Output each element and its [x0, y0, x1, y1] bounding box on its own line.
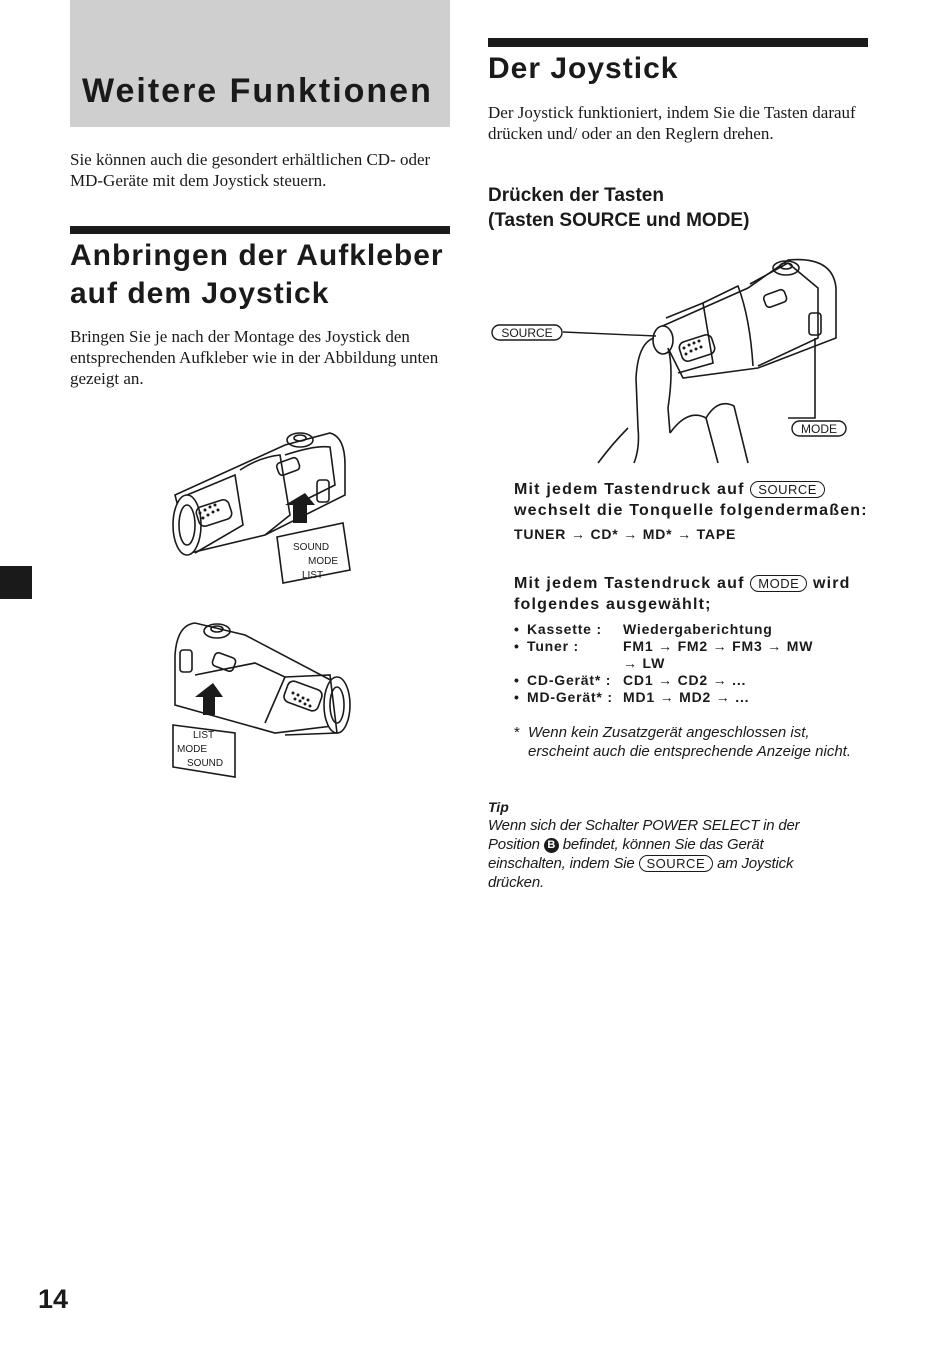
arrow-right-icon: →: [570, 526, 586, 542]
chapter-side-tab: [0, 566, 32, 599]
position-b-badge: B: [544, 838, 559, 853]
sticker-text: Bringen Sie je nach der Montage des Joystick den entsprechenden Aufkleber wie in der Abbildung unten gezeigt an.: [70, 327, 439, 388]
sticker-top-label-1: SOUND: [293, 542, 330, 553]
buttons-subheading-line2: (Tasten SOURCE und MODE): [488, 210, 750, 231]
buttons-subheading: [488, 183, 749, 233]
joystick-hand-illustration: [488, 248, 858, 468]
joystick-sticker-illustration-bottom: [165, 615, 360, 785]
buttons-subheading-line1: Drücken der Tasten: [488, 185, 664, 206]
sticker-heading-line2: auf dem Joystick: [70, 277, 330, 310]
tip-text-part2: befindet, können Sie das Gerät einschalten, indem Sie: [488, 836, 764, 872]
source-keycap: SOURCE: [750, 481, 825, 498]
list-item: • CD-Gerät* : CD1 → CD2 → ...: [514, 672, 747, 688]
tip-text-part1: Wenn sich der Schalter POWER SELECT in der Position: [488, 817, 800, 853]
joystick-sticker-illustration-top: [165, 425, 355, 590]
sticker-bottom-label-2: MODE: [177, 744, 207, 755]
sticker-bottom-label-3: SOUND: [187, 758, 224, 769]
source-button-label: SOURCE: [501, 326, 553, 340]
tip-text-part3: am Joystick drücken.: [488, 855, 794, 891]
mode-instruction-pre: Mit jedem Tastendruck auf: [514, 575, 745, 592]
footnote: [514, 723, 859, 761]
arrow-right-icon: →: [623, 526, 639, 542]
source-instruction-pre: Mit jedem Tastendruck auf: [514, 481, 745, 498]
mode-instruction-post: wird: [812, 575, 851, 592]
sticker-bottom-label-1: LIST: [193, 730, 215, 741]
sticker-heading-line1: Anbringen der Aufkleber: [70, 239, 444, 272]
page-number: 14: [38, 1284, 69, 1314]
mode-button-label: MODE: [801, 422, 837, 436]
source-instruction-line2: wechselt die Tonquelle folgendermaßen:: [514, 502, 868, 519]
footnote-text: Wenn kein Zusatzgerät angeschlossen ist, erscheint auch die entsprechende Anzeige nicht.: [528, 724, 851, 760]
sticker-heading: [70, 237, 460, 313]
tip-title: Tip: [488, 799, 509, 815]
mode-list: [514, 621, 874, 706]
tip-source-keycap: SOURCE: [639, 855, 714, 872]
section-title: Weitere Funktionen: [82, 72, 433, 110]
section-rule-right: [488, 38, 868, 47]
section-title-box: [70, 0, 450, 127]
list-item: • Tuner : FM1 → FM2 → FM3 → MW: [514, 638, 814, 654]
sticker-top-label-3: LIST: [302, 570, 324, 581]
mode-instruction: [514, 573, 874, 615]
sequence-item-1: TUNER: [514, 526, 567, 542]
mode-instruction-line2: folgendes ausgewählt;: [514, 596, 712, 613]
section-rule-left: [70, 226, 450, 234]
source-instruction: [514, 479, 874, 521]
joystick-heading: Der Joystick: [488, 52, 679, 85]
joystick-intro: Der Joystick funktioniert, indem Sie die Tasten darauf drücken und/ oder an den Reglern drehen.: [488, 103, 856, 143]
mode-keycap: MODE: [750, 575, 807, 592]
tip-text: [488, 816, 838, 892]
arrow-right-icon: →: [677, 526, 692, 542]
sticker-top-label-2: MODE: [308, 556, 338, 567]
footnote-mark: *: [514, 724, 520, 741]
list-item: • MD-Gerät* : MD1 → MD2 → ...: [514, 689, 750, 705]
sequence-item-4: TAPE: [696, 526, 737, 542]
sequence-item-3: MD*: [642, 526, 673, 542]
list-item: • Kassette : Wiedergaberichtung: [514, 621, 773, 637]
list-item: → LW: [623, 655, 666, 671]
intro-text: Sie können auch die gesondert erhältlichen CD- oder MD-Geräte mit dem Joystick steuern.: [70, 150, 431, 190]
source-sequence: [514, 526, 736, 542]
sequence-item-2: CD*: [590, 526, 619, 542]
